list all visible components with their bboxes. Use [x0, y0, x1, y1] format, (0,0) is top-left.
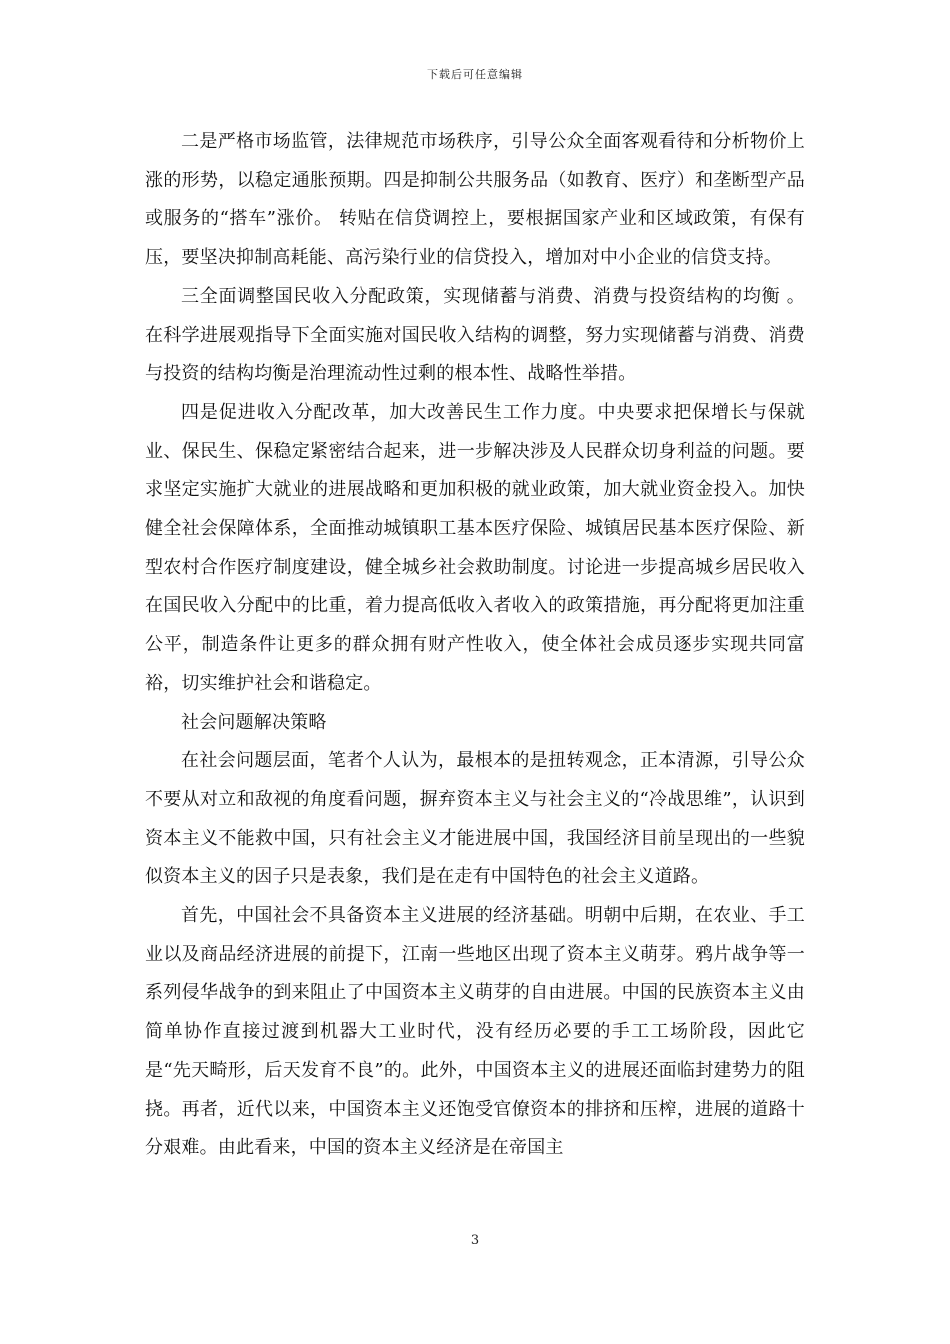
page-header: 下载后可任意编辑 [427, 68, 523, 81]
paragraph-capitalism-history: 首先，中国社会不具备资本主义进展的经济基础。明朝中后期，在农业、手工业以及商品经济进展的前提下，江南一些地区出现了资本主义萌芽。鸦片战争等一系列侵华战争的到来阻止了中国资本主义萌芽的自由进展。中国的民族资本主义由简单协作直接过渡到机器大工业时代，没有经历必要的手工工场阶段，因此它是“先天畸形，后天发育不良”的。此外，中国资本主义的进展还面临封建势力的阻挠。再者，近代以来，中国资本主义还饱受官僚资本的排挤和压榨，进展的道路十分艰难。由此看来，中国的资本主义经济是在帝国主 [145, 905, 805, 1159]
paragraph-income-distribution-policy: 三全面调整国民收入分配政策，实现储蓄与消费、消费与投资结构的均衡 。在科学进展观指导下全面实施对国民收入结构的调整，努力实现储蓄与消费、消费与投资的结构均衡是治理流动性过剩的根本性、战略性举措。 [145, 285, 805, 385]
paragraph-social-issues: 在社会问题层面，笔者个人认为，最根本的是扭转观念，正本清源，引导公众不要从对立和敌视的角度看问题，摒弃资本主义与社会主义的“冷战思维”，认识到资本主义不能救中国，只有社会主义才能进展中国，我国经济目前呈现出的一些貌似资本主义的因子只是表象，我们是在走有中国特色的社会主义道路。 [145, 750, 805, 888]
paragraph-income-reform: 四是促进收入分配改革，加大改善民生工作力度。中央要求把保增长与保就业、保民生、保稳定紧密结合起来，进一步解决涉及人民群众切身利益的问题。要求坚定实施扩大就业的进展战略和更加积极的就业政策，加大就业资金投入。加快健全社会保障体系，全面推动城镇职工基本医疗保险、城镇居民基本医疗保险、新型农村合作医疗制度建设，健全城乡社会救助制度。讨论进一步提高城乡居民收入在国民收入分配中的比重，着力提高低收入者收入的政策措施，再分配将更加注重公平，制造条件让更多的群众拥有财产性收入，使全体社会成员逐步实现共同富裕，切实维护社会和谐稳定。 [145, 401, 805, 694]
page-number: 3 [470, 1233, 480, 1248]
document-body [145, 123, 805, 1168]
section-heading: 社会问题解决策略 [181, 711, 327, 733]
paragraph-market-supervision: 二是严格市场监管，法律规范市场秩序，引导公众全面客观看待和分析物价上涨的形势，以稳定通胀预期。四是抑制公共服务品（如教育、医疗）和垄断型产品或服务的“搭车”涨价。 转贴在信贷调控上，要根据国家产业和区域政策，有保有压，要坚决抑制高耗能、高污染行业的信贷投入，增加对中小企业的信贷支持。 [145, 131, 805, 269]
